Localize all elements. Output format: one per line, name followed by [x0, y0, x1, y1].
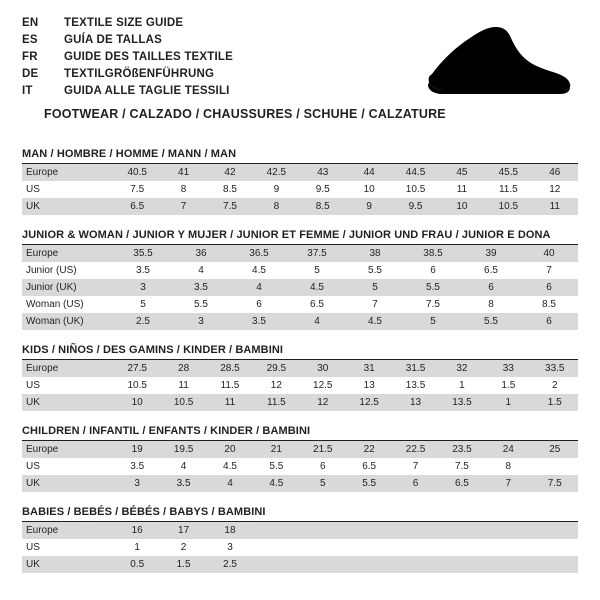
- size-cell: 45: [439, 164, 485, 181]
- size-cell: 7.5: [439, 458, 485, 475]
- size-section: [22, 344, 578, 411]
- size-cell: 3: [114, 475, 160, 492]
- size-cell: [485, 539, 531, 556]
- size-cell: [346, 556, 392, 573]
- size-cell: [532, 458, 578, 475]
- size-cell: 6: [230, 296, 288, 313]
- size-cell: 11.5: [253, 394, 299, 411]
- size-cell: 5: [404, 313, 462, 330]
- size-table: [22, 522, 578, 573]
- table-row: [22, 279, 578, 296]
- size-cell: 4.5: [288, 279, 346, 296]
- size-cell: 20: [207, 441, 253, 458]
- size-cell: 11.5: [485, 181, 531, 198]
- size-table: [22, 245, 578, 330]
- size-cell: 35.5: [114, 245, 172, 262]
- size-cell: 6: [300, 458, 346, 475]
- size-cell: 5.5: [346, 475, 392, 492]
- size-cell: 4: [230, 279, 288, 296]
- size-cell: 9.5: [392, 198, 438, 215]
- size-cell: 24: [485, 441, 531, 458]
- size-cell: 5.5: [346, 262, 404, 279]
- language-code: FR: [22, 51, 38, 63]
- section-title: CHILDREN / INFANTIL / ENFANTS / KINDER / BAMBINI: [22, 425, 578, 441]
- size-cell: 12: [300, 394, 346, 411]
- row-label: UK: [22, 556, 114, 573]
- table-row: [22, 296, 578, 313]
- size-cell: 6: [462, 279, 520, 296]
- size-cell: 28: [160, 360, 206, 377]
- size-cell: 12.5: [346, 394, 392, 411]
- table-row: [22, 522, 578, 539]
- size-cell: 11: [439, 181, 485, 198]
- size-cell: 5: [300, 475, 346, 492]
- size-cell: 11.5: [207, 377, 253, 394]
- size-section: [22, 148, 578, 215]
- size-cell: 8.5: [207, 181, 253, 198]
- size-cell: 1: [439, 377, 485, 394]
- size-cell: 8: [253, 198, 299, 215]
- size-cell: 5: [288, 262, 346, 279]
- language-code: ES: [22, 34, 38, 46]
- size-cell: 36: [172, 245, 230, 262]
- size-cell: 6.5: [462, 262, 520, 279]
- size-cell: 37.5: [288, 245, 346, 262]
- language-title: TEXTILGRÖßENFÜHRUNG: [64, 68, 215, 80]
- size-cell: 1.5: [532, 394, 578, 411]
- size-cell: 4.5: [253, 475, 299, 492]
- size-cell: 11: [532, 198, 578, 215]
- size-cell: 3: [114, 279, 172, 296]
- size-cell: 9: [253, 181, 299, 198]
- size-cell: [253, 539, 299, 556]
- size-cell: 1.5: [485, 377, 531, 394]
- size-cell: 1.5: [160, 556, 206, 573]
- size-cell: 22: [346, 441, 392, 458]
- size-cell: 13.5: [392, 377, 438, 394]
- size-cell: [346, 522, 392, 539]
- table-row: [22, 262, 578, 279]
- size-cell: 3.5: [114, 458, 160, 475]
- size-cell: [300, 539, 346, 556]
- size-cell: 17: [160, 522, 206, 539]
- dress-shoe-icon: [384, 16, 574, 102]
- size-cell: [392, 556, 438, 573]
- size-cell: 38: [346, 245, 404, 262]
- table-row: [22, 164, 578, 181]
- language-code: EN: [22, 17, 39, 29]
- size-cell: 10: [114, 394, 160, 411]
- size-cell: 4: [172, 262, 230, 279]
- table-row: [22, 198, 578, 215]
- size-cell: 44.5: [392, 164, 438, 181]
- size-cell: 44: [346, 164, 392, 181]
- size-cell: 7: [160, 198, 206, 215]
- size-cell: 42.5: [253, 164, 299, 181]
- size-cell: 42: [207, 164, 253, 181]
- size-cell: 6: [392, 475, 438, 492]
- size-cell: 10.5: [160, 394, 206, 411]
- size-table: [22, 164, 578, 215]
- size-cell: 45.5: [485, 164, 531, 181]
- size-tables: [0, 148, 600, 573]
- row-label: Europe: [22, 522, 114, 539]
- language-title: GUÍA DE TALLAS: [64, 34, 162, 46]
- size-cell: 5.5: [404, 279, 462, 296]
- size-cell: 23.5: [439, 441, 485, 458]
- size-cell: [253, 556, 299, 573]
- size-cell: 11: [207, 394, 253, 411]
- size-cell: 3: [207, 539, 253, 556]
- size-cell: 46: [532, 164, 578, 181]
- size-cell: 40.5: [114, 164, 160, 181]
- size-cell: [439, 556, 485, 573]
- size-cell: 5.5: [172, 296, 230, 313]
- size-section: [22, 506, 578, 573]
- size-cell: [392, 539, 438, 556]
- size-cell: 3.5: [230, 313, 288, 330]
- size-cell: 39: [462, 245, 520, 262]
- size-cell: 10.5: [485, 198, 531, 215]
- size-cell: 40: [520, 245, 578, 262]
- row-label: Europe: [22, 164, 114, 181]
- size-cell: 30: [300, 360, 346, 377]
- row-label: Europe: [22, 360, 114, 377]
- table-row: [22, 475, 578, 492]
- size-cell: 4: [207, 475, 253, 492]
- size-cell: 7: [346, 296, 404, 313]
- size-cell: [485, 556, 531, 573]
- size-cell: 7: [392, 458, 438, 475]
- table-row: [22, 441, 578, 458]
- size-cell: [346, 539, 392, 556]
- table-row: [22, 313, 578, 330]
- size-section: [22, 425, 578, 492]
- size-cell: 8.5: [300, 198, 346, 215]
- size-cell: 8: [462, 296, 520, 313]
- row-label: Junior (UK): [22, 279, 114, 296]
- row-label: US: [22, 377, 114, 394]
- size-cell: 5.5: [253, 458, 299, 475]
- size-cell: 3.5: [114, 262, 172, 279]
- size-cell: 5: [114, 296, 172, 313]
- size-cell: 36.5: [230, 245, 288, 262]
- size-cell: [253, 522, 299, 539]
- language-code: DE: [22, 68, 39, 80]
- size-cell: [300, 522, 346, 539]
- size-cell: 7.5: [404, 296, 462, 313]
- language-title: TEXTILE SIZE GUIDE: [64, 17, 184, 29]
- size-cell: [439, 539, 485, 556]
- size-cell: 33: [485, 360, 531, 377]
- size-cell: [532, 556, 578, 573]
- language-titles: [22, 16, 233, 101]
- size-cell: 25: [532, 441, 578, 458]
- size-cell: 8.5: [520, 296, 578, 313]
- size-cell: 43: [300, 164, 346, 181]
- size-cell: 13.5: [439, 394, 485, 411]
- size-cell: 4: [288, 313, 346, 330]
- size-cell: 27.5: [114, 360, 160, 377]
- row-label: UK: [22, 475, 114, 492]
- size-cell: 7.5: [207, 198, 253, 215]
- row-label: US: [22, 539, 114, 556]
- size-cell: 21.5: [300, 441, 346, 458]
- language-title: GUIDE DES TAILLES TEXTILE: [64, 51, 233, 63]
- size-cell: 4.5: [230, 262, 288, 279]
- size-cell: 21: [253, 441, 299, 458]
- size-cell: 41: [160, 164, 206, 181]
- size-cell: 6.5: [114, 198, 160, 215]
- size-cell: 2: [160, 539, 206, 556]
- size-cell: 6: [404, 262, 462, 279]
- table-row: [22, 458, 578, 475]
- section-title: MAN / HOMBRE / HOMME / MANN / MAN: [22, 148, 578, 164]
- size-cell: 13: [346, 377, 392, 394]
- section-title: KIDS / NIÑOS / DES GAMINS / KINDER / BAMBINI: [22, 344, 578, 360]
- size-cell: 3.5: [172, 279, 230, 296]
- size-cell: 9: [346, 198, 392, 215]
- row-label: US: [22, 458, 114, 475]
- size-cell: 2: [532, 377, 578, 394]
- language-row: [22, 84, 233, 101]
- row-label: Europe: [22, 245, 114, 262]
- size-cell: 8: [485, 458, 531, 475]
- size-cell: 32: [439, 360, 485, 377]
- size-cell: 4.5: [346, 313, 404, 330]
- size-cell: 3.5: [160, 475, 206, 492]
- size-cell: 7.5: [114, 181, 160, 198]
- size-cell: 6.5: [288, 296, 346, 313]
- size-table: [22, 360, 578, 411]
- size-cell: 12.5: [300, 377, 346, 394]
- size-cell: [439, 522, 485, 539]
- size-cell: 12: [532, 181, 578, 198]
- size-cell: 5.5: [462, 313, 520, 330]
- language-row: [22, 16, 233, 33]
- size-cell: 6: [520, 313, 578, 330]
- size-cell: [532, 539, 578, 556]
- size-cell: [392, 522, 438, 539]
- size-cell: 3: [172, 313, 230, 330]
- language-row: [22, 50, 233, 67]
- size-cell: 33.5: [532, 360, 578, 377]
- row-label: Woman (US): [22, 296, 114, 313]
- size-cell: 1: [485, 394, 531, 411]
- size-cell: 18: [207, 522, 253, 539]
- row-label: US: [22, 181, 114, 198]
- page-header: [0, 0, 600, 121]
- size-cell: 2.5: [207, 556, 253, 573]
- size-cell: 7: [520, 262, 578, 279]
- size-cell: 28.5: [207, 360, 253, 377]
- table-row: [22, 245, 578, 262]
- size-cell: 29.5: [253, 360, 299, 377]
- size-cell: 38.5: [404, 245, 462, 262]
- category-title: FOOTWEAR / CALZADO / CHAUSSURES / SCHUHE / CALZATURE: [44, 107, 446, 121]
- row-label: UK: [22, 394, 114, 411]
- row-label: Europe: [22, 441, 114, 458]
- size-cell: 4.5: [207, 458, 253, 475]
- table-row: [22, 360, 578, 377]
- size-cell: 4: [160, 458, 206, 475]
- table-row: [22, 556, 578, 573]
- size-cell: 7: [485, 475, 531, 492]
- size-cell: 2.5: [114, 313, 172, 330]
- language-title: GUIDA ALLE TAGLIE TESSILI: [64, 85, 230, 97]
- section-title: JUNIOR & WOMAN / JUNIOR Y MUJER / JUNIOR ET FEMME / JUNIOR UND FRAU / JUNIOR E DONA: [22, 229, 578, 245]
- table-row: [22, 394, 578, 411]
- size-cell: 5: [346, 279, 404, 296]
- size-cell: 22.5: [392, 441, 438, 458]
- size-cell: 10: [346, 181, 392, 198]
- size-cell: 6.5: [439, 475, 485, 492]
- language-code: IT: [22, 85, 33, 97]
- size-cell: 11: [160, 377, 206, 394]
- size-cell: 16: [114, 522, 160, 539]
- size-cell: 13: [392, 394, 438, 411]
- size-cell: 10.5: [392, 181, 438, 198]
- table-row: [22, 181, 578, 198]
- size-cell: 31: [346, 360, 392, 377]
- size-section: [22, 229, 578, 330]
- row-label: Woman (UK): [22, 313, 114, 330]
- row-label: Junior (US): [22, 262, 114, 279]
- table-row: [22, 539, 578, 556]
- size-cell: 31.5: [392, 360, 438, 377]
- size-cell: 6.5: [346, 458, 392, 475]
- section-title: BABIES / BEBÉS / BÉBÉS / BABYS / BAMBINI: [22, 506, 578, 522]
- size-cell: [532, 522, 578, 539]
- size-cell: 10.5: [114, 377, 160, 394]
- size-cell: 10: [439, 198, 485, 215]
- size-cell: 6: [520, 279, 578, 296]
- size-cell: [485, 522, 531, 539]
- size-cell: [300, 556, 346, 573]
- size-cell: 12: [253, 377, 299, 394]
- size-table: [22, 441, 578, 492]
- size-cell: 8: [160, 181, 206, 198]
- row-label: UK: [22, 198, 114, 215]
- size-cell: 9.5: [300, 181, 346, 198]
- language-row: [22, 33, 233, 50]
- language-row: [22, 67, 233, 84]
- size-cell: 19.5: [160, 441, 206, 458]
- size-cell: 1: [114, 539, 160, 556]
- size-cell: 7.5: [532, 475, 578, 492]
- size-cell: 19: [114, 441, 160, 458]
- table-row: [22, 377, 578, 394]
- size-cell: 0.5: [114, 556, 160, 573]
